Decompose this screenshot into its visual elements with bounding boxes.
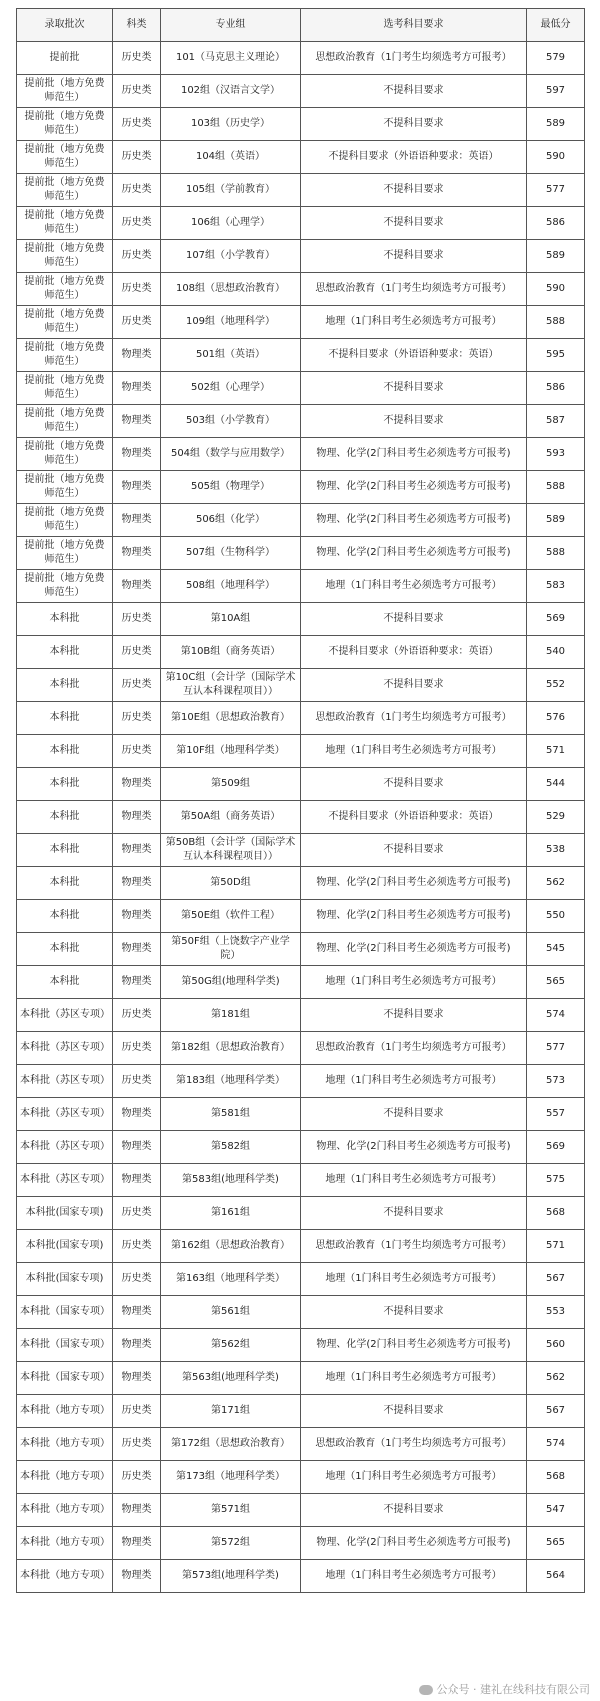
batch-cell: 本科批 — [17, 669, 113, 702]
batch-cell: 提前批（地方免费师范生） — [17, 570, 113, 603]
batch-cell: 本科批 — [17, 735, 113, 768]
major-group-cell: 103组（历史学） — [161, 108, 301, 141]
subject-requirement-cell: 思想政治教育（1门考生均须选考方可报考） — [301, 1428, 527, 1461]
batch-cell: 本科批 — [17, 801, 113, 834]
batch-cell: 提前批（地方免费师范生） — [17, 405, 113, 438]
table-row — [17, 108, 585, 141]
major-group-cell: 第162组（思想政治教育） — [161, 1230, 301, 1263]
watermark-text: 公众号 · 建礼在线科技有限公司 — [436, 1683, 590, 1696]
batch-cell: 本科批（苏区专项） — [17, 1098, 113, 1131]
category-cell: 物理类 — [113, 1527, 161, 1560]
table-row — [17, 603, 585, 636]
min-score-cell: 562 — [527, 867, 585, 900]
batch-cell: 本科批（地方专项） — [17, 1494, 113, 1527]
major-group-cell: 第583组(地理科学类) — [161, 1164, 301, 1197]
batch-cell: 本科批（国家专项） — [17, 1362, 113, 1395]
batch-cell: 提前批（地方免费师范生） — [17, 306, 113, 339]
major-group-cell: 第10F组（地理科学类） — [161, 735, 301, 768]
major-group-cell: 502组（心理学） — [161, 372, 301, 405]
admission-table-container — [16, 8, 584, 1593]
category-cell: 物理类 — [113, 339, 161, 372]
subject-requirement-cell: 物理、化学(2门科目考生必须选考方可报考) — [301, 537, 527, 570]
batch-cell: 本科批（苏区专项） — [17, 1164, 113, 1197]
subject-requirement-header: 选考科目要求 — [301, 9, 527, 42]
subject-requirement-cell: 地理（1门科目考生必须选考方可报考） — [301, 306, 527, 339]
batch-cell: 本科批（地方专项） — [17, 1428, 113, 1461]
min-score-cell: 573 — [527, 1065, 585, 1098]
major-group-cell: 106组（心理学） — [161, 207, 301, 240]
batch-cell: 提前批（地方免费师范生） — [17, 273, 113, 306]
category-cell: 物理类 — [113, 768, 161, 801]
table-row — [17, 1494, 585, 1527]
category-cell: 物理类 — [113, 1164, 161, 1197]
min-score-cell: 597 — [527, 75, 585, 108]
table-row — [17, 504, 585, 537]
table-row — [17, 207, 585, 240]
table-row — [17, 1560, 585, 1593]
table-row — [17, 174, 585, 207]
batch-cell: 提前批（地方免费师范生） — [17, 471, 113, 504]
min-score-cell: 589 — [527, 108, 585, 141]
wechat-icon — [419, 1685, 433, 1695]
table-row — [17, 405, 585, 438]
major-group-cell: 第581组 — [161, 1098, 301, 1131]
major-group-cell: 第573组(地理科学类) — [161, 1560, 301, 1593]
table-row — [17, 1362, 585, 1395]
major-group-cell: 第181组 — [161, 999, 301, 1032]
min-score-cell: 589 — [527, 240, 585, 273]
min-score-cell: 552 — [527, 669, 585, 702]
min-score-cell: 567 — [527, 1395, 585, 1428]
category-cell: 历史类 — [113, 141, 161, 174]
subject-requirement-cell: 不提科目要求（外语语种要求：英语） — [301, 141, 527, 174]
batch-cell: 提前批（地方免费师范生） — [17, 108, 113, 141]
category-cell: 物理类 — [113, 372, 161, 405]
min-score-cell: 586 — [527, 207, 585, 240]
batch-cell: 本科批(国家专项) — [17, 1263, 113, 1296]
major-group-cell: 第50E组（软件工程） — [161, 900, 301, 933]
subject-requirement-cell: 物理、化学(2门科目考生必须选考方可报考) — [301, 1329, 527, 1362]
major-group-cell: 109组（地理科学） — [161, 306, 301, 339]
major-group-cell: 第171组 — [161, 1395, 301, 1428]
subject-requirement-cell: 不提科目要求 — [301, 834, 527, 867]
major-group-cell: 第10B组（商务英语） — [161, 636, 301, 669]
batch-cell: 本科批 — [17, 834, 113, 867]
subject-requirement-cell: 不提科目要求 — [301, 669, 527, 702]
min-score-cell: 574 — [527, 1428, 585, 1461]
subject-requirement-cell: 思想政治教育（1门考生均须选考方可报考） — [301, 702, 527, 735]
subject-requirement-cell: 地理（1门科目考生必须选考方可报考） — [301, 1362, 527, 1395]
table-row — [17, 306, 585, 339]
table-row — [17, 900, 585, 933]
table-row — [17, 867, 585, 900]
category-cell: 物理类 — [113, 900, 161, 933]
subject-requirement-cell: 地理（1门科目考生必须选考方可报考） — [301, 570, 527, 603]
subject-requirement-cell: 物理、化学(2门科目考生必须选考方可报考) — [301, 471, 527, 504]
subject-requirement-cell: 地理（1门科目考生必须选考方可报考） — [301, 1263, 527, 1296]
batch-cell: 本科批 — [17, 966, 113, 999]
major-group-cell: 第10A组 — [161, 603, 301, 636]
major-group-cell: 第172组（思想政治教育） — [161, 1428, 301, 1461]
major-group-cell: 102组（汉语言文学） — [161, 75, 301, 108]
subject-requirement-cell: 不提科目要求 — [301, 1197, 527, 1230]
category-cell: 历史类 — [113, 669, 161, 702]
table-header — [17, 9, 585, 42]
subject-requirement-cell: 物理、化学(2门科目考生必须选考方可报考) — [301, 933, 527, 966]
table-row — [17, 372, 585, 405]
major-group-cell: 505组（物理学） — [161, 471, 301, 504]
category-cell: 物理类 — [113, 1131, 161, 1164]
category-cell: 历史类 — [113, 306, 161, 339]
subject-requirement-cell: 不提科目要求（外语语种要求：英语） — [301, 339, 527, 372]
table-row — [17, 471, 585, 504]
table-row — [17, 240, 585, 273]
table-row — [17, 273, 585, 306]
subject-requirement-cell: 地理（1门科目考生必须选考方可报考） — [301, 1461, 527, 1494]
min-score-cell: 571 — [527, 1230, 585, 1263]
batch-cell: 本科批 — [17, 900, 113, 933]
major-group-cell: 第561组 — [161, 1296, 301, 1329]
min-score-cell: 553 — [527, 1296, 585, 1329]
batch-cell: 提前批（地方免费师范生） — [17, 339, 113, 372]
major-group-cell: 507组（生物科学） — [161, 537, 301, 570]
table-row — [17, 1230, 585, 1263]
subject-requirement-cell: 思想政治教育（1门考生均须选考方可报考） — [301, 273, 527, 306]
category-cell: 物理类 — [113, 1494, 161, 1527]
min-score-cell: 547 — [527, 1494, 585, 1527]
table-row — [17, 1065, 585, 1098]
category-cell: 历史类 — [113, 1197, 161, 1230]
category-cell: 物理类 — [113, 471, 161, 504]
subject-requirement-cell: 地理（1门科目考生必须选考方可报考） — [301, 1164, 527, 1197]
batch-cell: 本科批（苏区专项） — [17, 1032, 113, 1065]
subject-requirement-cell: 地理（1门科目考生必须选考方可报考） — [301, 1560, 527, 1593]
batch-cell: 本科批 — [17, 867, 113, 900]
subject-requirement-cell: 物理、化学(2门科目考生必须选考方可报考) — [301, 900, 527, 933]
subject-requirement-cell: 不提科目要求 — [301, 1395, 527, 1428]
subject-requirement-cell: 不提科目要求 — [301, 768, 527, 801]
batch-header: 录取批次 — [17, 9, 113, 42]
table-row — [17, 933, 585, 966]
table-row — [17, 1527, 585, 1560]
major-group-cell: 101（马克思主义理论） — [161, 42, 301, 75]
major-group-cell: 第571组 — [161, 1494, 301, 1527]
major-group-cell: 104组（英语） — [161, 141, 301, 174]
major-group-cell: 503组（小学教育） — [161, 405, 301, 438]
min-score-cell: 588 — [527, 306, 585, 339]
major-group-cell: 第50A组（商务英语） — [161, 801, 301, 834]
min-score-cell: 574 — [527, 999, 585, 1032]
major-group-cell: 第509组 — [161, 768, 301, 801]
min-score-cell: 529 — [527, 801, 585, 834]
category-cell: 物理类 — [113, 933, 161, 966]
table-row — [17, 1296, 585, 1329]
table-row — [17, 834, 585, 867]
subject-requirement-cell: 不提科目要求 — [301, 999, 527, 1032]
min-score-cell: 590 — [527, 141, 585, 174]
major-group-cell: 506组（化学） — [161, 504, 301, 537]
category-cell: 物理类 — [113, 405, 161, 438]
category-cell: 物理类 — [113, 438, 161, 471]
batch-cell: 提前批 — [17, 42, 113, 75]
table-row — [17, 1395, 585, 1428]
min-score-cell: 576 — [527, 702, 585, 735]
major-group-cell: 第183组（地理科学类） — [161, 1065, 301, 1098]
major-group-cell: 第50F组（上饶数字产业学院） — [161, 933, 301, 966]
table-row — [17, 1164, 585, 1197]
table-row — [17, 570, 585, 603]
subject-requirement-cell: 地理（1门科目考生必须选考方可报考） — [301, 966, 527, 999]
category-cell: 物理类 — [113, 1560, 161, 1593]
subject-requirement-cell: 不提科目要求 — [301, 1494, 527, 1527]
batch-cell: 本科批 — [17, 933, 113, 966]
min-score-cell: 575 — [527, 1164, 585, 1197]
subject-requirement-cell: 不提科目要求 — [301, 75, 527, 108]
min-score-cell: 562 — [527, 1362, 585, 1395]
major-group-cell: 504组（数学与应用数学） — [161, 438, 301, 471]
category-cell: 物理类 — [113, 1329, 161, 1362]
table-row — [17, 636, 585, 669]
batch-cell: 本科批（地方专项） — [17, 1461, 113, 1494]
table-row — [17, 339, 585, 372]
batch-cell: 提前批（地方免费师范生） — [17, 504, 113, 537]
major-group-cell: 第182组（思想政治教育） — [161, 1032, 301, 1065]
major-group-cell: 501组（英语） — [161, 339, 301, 372]
subject-requirement-cell: 思想政治教育（1门考生均须选考方可报考） — [301, 1230, 527, 1263]
category-cell: 物理类 — [113, 537, 161, 570]
major-group-cell: 105组（学前教育） — [161, 174, 301, 207]
min-score-cell: 577 — [527, 1032, 585, 1065]
category-header: 科类 — [113, 9, 161, 42]
min-score-cell: 560 — [527, 1329, 585, 1362]
min-score-cell: 540 — [527, 636, 585, 669]
batch-cell: 提前批（地方免费师范生） — [17, 207, 113, 240]
batch-cell: 提前批（地方免费师范生） — [17, 537, 113, 570]
major-group-cell: 第10C组（会计学（国际学术互认本科课程项目）） — [161, 669, 301, 702]
category-cell: 物理类 — [113, 570, 161, 603]
batch-cell: 本科批（国家专项） — [17, 1329, 113, 1362]
major-group-header: 专业组 — [161, 9, 301, 42]
category-cell: 历史类 — [113, 42, 161, 75]
min-score-cell: 564 — [527, 1560, 585, 1593]
subject-requirement-cell: 不提科目要求 — [301, 108, 527, 141]
subject-requirement-cell: 地理（1门科目考生必须选考方可报考） — [301, 1065, 527, 1098]
batch-cell: 提前批（地方免费师范生） — [17, 438, 113, 471]
subject-requirement-cell: 思想政治教育（1门考生均须选考方可报考） — [301, 42, 527, 75]
min-score-cell: 593 — [527, 438, 585, 471]
min-score-cell: 567 — [527, 1263, 585, 1296]
category-cell: 物理类 — [113, 1098, 161, 1131]
category-cell: 历史类 — [113, 1395, 161, 1428]
table-row — [17, 141, 585, 174]
category-cell: 历史类 — [113, 1230, 161, 1263]
category-cell: 历史类 — [113, 735, 161, 768]
major-group-cell: 第10E组（思想政治教育） — [161, 702, 301, 735]
category-cell: 物理类 — [113, 834, 161, 867]
category-cell: 历史类 — [113, 273, 161, 306]
min-score-cell: 544 — [527, 768, 585, 801]
subject-requirement-cell: 不提科目要求 — [301, 405, 527, 438]
category-cell: 历史类 — [113, 603, 161, 636]
batch-cell: 本科批(国家专项) — [17, 1230, 113, 1263]
batch-cell: 本科批（苏区专项） — [17, 1131, 113, 1164]
category-cell: 物理类 — [113, 867, 161, 900]
min-score-cell: 589 — [527, 504, 585, 537]
subject-requirement-cell: 物理、化学(2门科目考生必须选考方可报考) — [301, 1527, 527, 1560]
subject-requirement-cell: 不提科目要求（外语语种要求：英语） — [301, 801, 527, 834]
min-score-cell: 557 — [527, 1098, 585, 1131]
table-row — [17, 537, 585, 570]
batch-cell: 提前批（地方免费师范生） — [17, 174, 113, 207]
subject-requirement-cell: 物理、化学(2门科目考生必须选考方可报考) — [301, 504, 527, 537]
major-group-cell: 107组（小学教育） — [161, 240, 301, 273]
min-score-cell: 588 — [527, 537, 585, 570]
subject-requirement-cell: 不提科目要求 — [301, 1296, 527, 1329]
batch-cell: 本科批（地方专项） — [17, 1395, 113, 1428]
subject-requirement-cell: 不提科目要求 — [301, 1098, 527, 1131]
category-cell: 历史类 — [113, 1428, 161, 1461]
category-cell: 历史类 — [113, 174, 161, 207]
table-row — [17, 966, 585, 999]
table-row — [17, 801, 585, 834]
category-cell: 历史类 — [113, 1065, 161, 1098]
batch-cell: 提前批（地方免费师范生） — [17, 240, 113, 273]
table-row — [17, 1032, 585, 1065]
min-score-cell: 545 — [527, 933, 585, 966]
batch-cell: 本科批 — [17, 603, 113, 636]
major-group-cell: 第50G组(地理科学类) — [161, 966, 301, 999]
major-group-cell: 第163组（地理科学类） — [161, 1263, 301, 1296]
admission-score-table — [16, 8, 585, 1593]
category-cell: 物理类 — [113, 801, 161, 834]
table-row — [17, 768, 585, 801]
min-score-cell: 550 — [527, 900, 585, 933]
major-group-cell: 第582组 — [161, 1131, 301, 1164]
header-row — [17, 9, 585, 42]
major-group-cell: 第563组(地理科学类) — [161, 1362, 301, 1395]
category-cell: 历史类 — [113, 1032, 161, 1065]
category-cell: 物理类 — [113, 966, 161, 999]
subject-requirement-cell: 不提科目要求 — [301, 372, 527, 405]
subject-requirement-cell: 不提科目要求 — [301, 207, 527, 240]
table-row — [17, 1131, 585, 1164]
subject-requirement-cell: 物理、化学(2门科目考生必须选考方可报考) — [301, 1131, 527, 1164]
table-row — [17, 999, 585, 1032]
min-score-cell: 565 — [527, 966, 585, 999]
subject-requirement-cell: 不提科目要求（外语语种要求：英语） — [301, 636, 527, 669]
category-cell: 历史类 — [113, 636, 161, 669]
category-cell: 历史类 — [113, 1461, 161, 1494]
min-score-cell: 590 — [527, 273, 585, 306]
min-score-cell: 579 — [527, 42, 585, 75]
min-score-cell: 565 — [527, 1527, 585, 1560]
min-score-cell: 569 — [527, 1131, 585, 1164]
batch-cell: 提前批（地方免费师范生） — [17, 75, 113, 108]
table-row — [17, 42, 585, 75]
batch-cell: 本科批（苏区专项） — [17, 999, 113, 1032]
min-score-cell: 568 — [527, 1197, 585, 1230]
major-group-cell: 508组（地理科学） — [161, 570, 301, 603]
batch-cell: 本科批 — [17, 768, 113, 801]
table-row — [17, 1329, 585, 1362]
category-cell: 历史类 — [113, 999, 161, 1032]
subject-requirement-cell: 不提科目要求 — [301, 240, 527, 273]
batch-cell: 本科批（地方专项） — [17, 1560, 113, 1593]
batch-cell: 本科批（苏区专项） — [17, 1065, 113, 1098]
subject-requirement-cell: 物理、化学(2门科目考生必须选考方可报考) — [301, 867, 527, 900]
category-cell: 历史类 — [113, 1263, 161, 1296]
major-group-cell: 第161组 — [161, 1197, 301, 1230]
category-cell: 物理类 — [113, 1296, 161, 1329]
min-score-cell: 586 — [527, 372, 585, 405]
table-row — [17, 1263, 585, 1296]
major-group-cell: 第572组 — [161, 1527, 301, 1560]
table-row — [17, 702, 585, 735]
min-score-cell: 568 — [527, 1461, 585, 1494]
min-score-cell: 571 — [527, 735, 585, 768]
batch-cell: 本科批(国家专项) — [17, 1197, 113, 1230]
major-group-cell: 第562组 — [161, 1329, 301, 1362]
table-row — [17, 1197, 585, 1230]
min-score-cell: 587 — [527, 405, 585, 438]
min-score-cell: 569 — [527, 603, 585, 636]
min-score-cell: 583 — [527, 570, 585, 603]
table-body — [17, 42, 585, 1593]
major-group-cell: 第50B组（会计学（国际学术互认本科课程项目）） — [161, 834, 301, 867]
batch-cell: 提前批（地方免费师范生） — [17, 372, 113, 405]
table-row — [17, 735, 585, 768]
category-cell: 历史类 — [113, 702, 161, 735]
min-score-cell: 538 — [527, 834, 585, 867]
min-score-cell: 595 — [527, 339, 585, 372]
min-score-header: 最低分 — [527, 9, 585, 42]
major-group-cell: 第173组（地理科学类） — [161, 1461, 301, 1494]
subject-requirement-cell: 地理（1门科目考生必须选考方可报考） — [301, 735, 527, 768]
batch-cell: 本科批 — [17, 702, 113, 735]
major-group-cell: 108组（思想政治教育） — [161, 273, 301, 306]
table-row — [17, 1428, 585, 1461]
major-group-cell: 第50D组 — [161, 867, 301, 900]
category-cell: 物理类 — [113, 504, 161, 537]
table-row — [17, 75, 585, 108]
category-cell: 历史类 — [113, 75, 161, 108]
table-row — [17, 1461, 585, 1494]
batch-cell: 提前批（地方免费师范生） — [17, 141, 113, 174]
category-cell: 物理类 — [113, 1362, 161, 1395]
category-cell: 历史类 — [113, 108, 161, 141]
batch-cell: 本科批（国家专项） — [17, 1296, 113, 1329]
batch-cell: 本科批 — [17, 636, 113, 669]
min-score-cell: 577 — [527, 174, 585, 207]
subject-requirement-cell: 思想政治教育（1门考生均须选考方可报考） — [301, 1032, 527, 1065]
min-score-cell: 588 — [527, 471, 585, 504]
category-cell: 历史类 — [113, 207, 161, 240]
table-row — [17, 669, 585, 702]
table-row — [17, 438, 585, 471]
table-row — [17, 1098, 585, 1131]
batch-cell: 本科批（地方专项） — [17, 1527, 113, 1560]
subject-requirement-cell: 不提科目要求 — [301, 603, 527, 636]
watermark — [419, 1681, 591, 1697]
subject-requirement-cell: 不提科目要求 — [301, 174, 527, 207]
subject-requirement-cell: 物理、化学(2门科目考生必须选考方可报考) — [301, 438, 527, 471]
category-cell: 历史类 — [113, 240, 161, 273]
